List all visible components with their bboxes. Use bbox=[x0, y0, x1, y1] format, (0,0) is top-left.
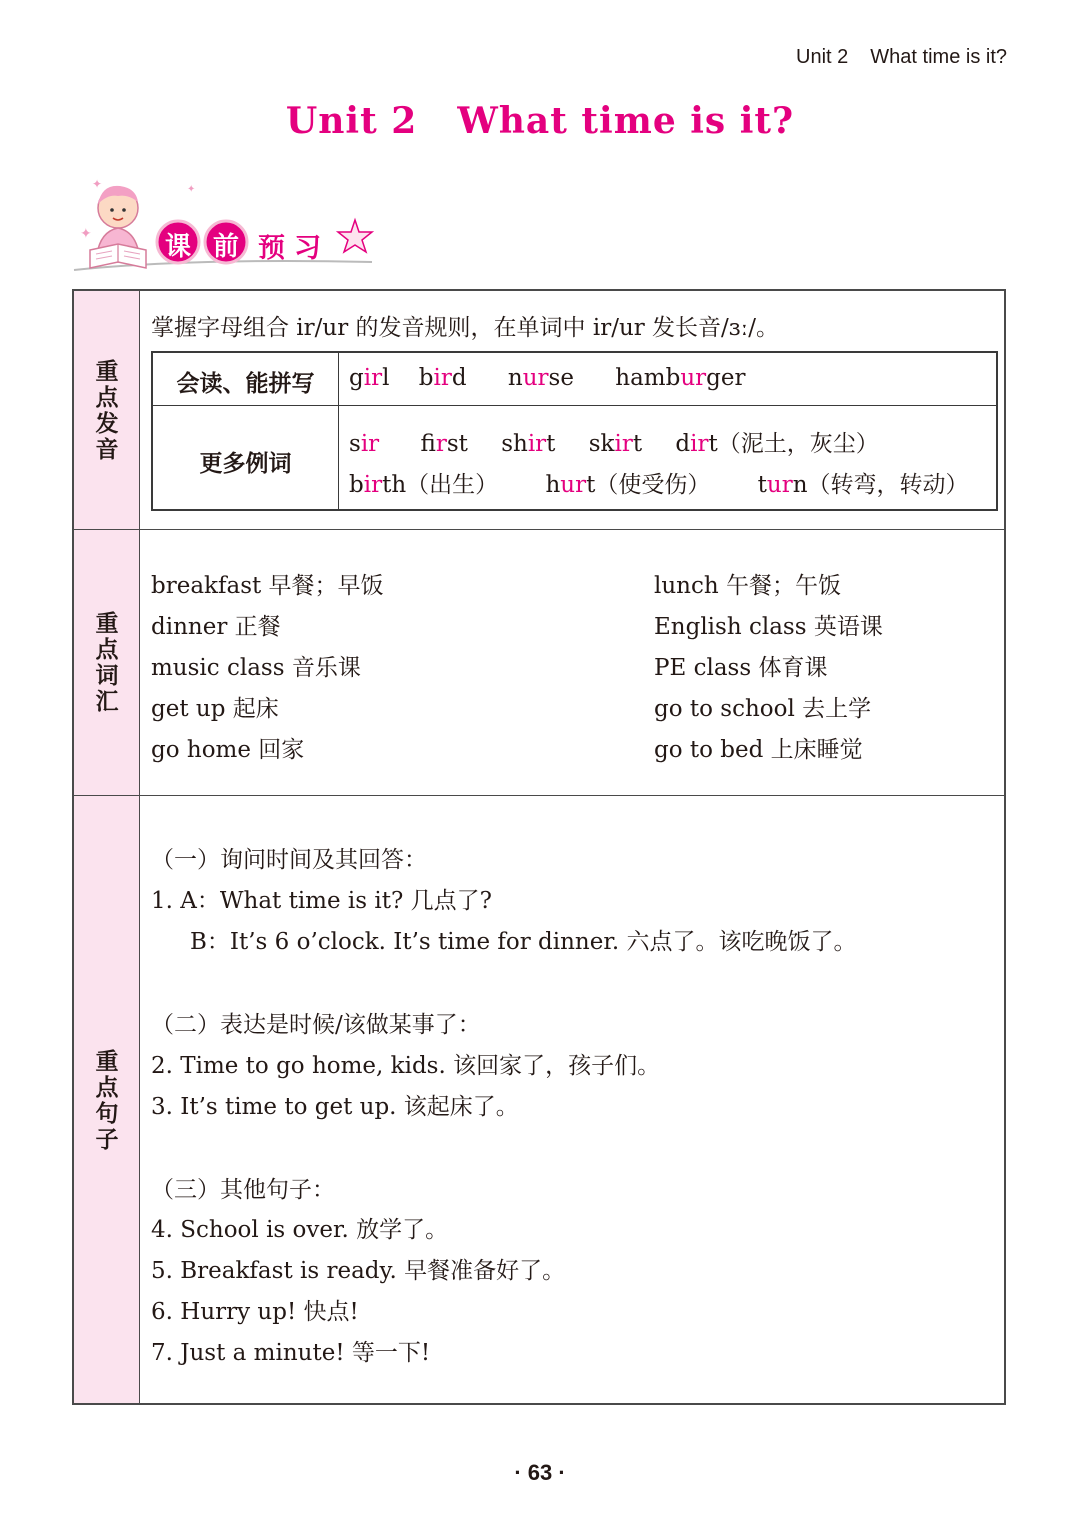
page-title bbox=[0, 100, 1080, 142]
label-char: 点 bbox=[95, 637, 119, 663]
vocab-item: music class 音乐课 bbox=[151, 655, 361, 681]
vocab-item: English class 英语课 bbox=[654, 614, 883, 640]
section-label-sentences bbox=[74, 1049, 140, 1153]
vocab-item: go to school 去上学 bbox=[654, 696, 872, 722]
svg-text:✦: ✦ bbox=[92, 177, 103, 191]
vocab-item: PE class 体育课 bbox=[654, 655, 828, 681]
read-spell-words bbox=[349, 365, 746, 391]
sentence: 6. Hurry up! 快点! bbox=[151, 1299, 359, 1325]
banner-char-3: 预 bbox=[258, 233, 285, 264]
word-turn: turn（转弯，转动） bbox=[757, 472, 969, 498]
word-girl: girl bbox=[349, 365, 390, 391]
sentence: 7. Just a minute! 等一下! bbox=[151, 1340, 431, 1366]
read-spell-label: 会读、能拼写 bbox=[176, 371, 315, 397]
pronunciation-table bbox=[151, 351, 998, 511]
row-divider bbox=[74, 795, 1004, 796]
label-char: 句 bbox=[95, 1101, 119, 1127]
label-char: 点 bbox=[95, 1075, 119, 1101]
svg-text:✦: ✦ bbox=[80, 226, 92, 242]
vocab-item: dinner 正餐 bbox=[151, 614, 281, 640]
sentence: 4. School is over. 放学了。 bbox=[151, 1217, 449, 1243]
section-label-vocabulary bbox=[74, 611, 140, 715]
page-title-text: What time is it? bbox=[457, 100, 795, 142]
label-char: 重 bbox=[95, 611, 119, 637]
word-birth: birth（出生） bbox=[349, 472, 499, 498]
preview-table bbox=[72, 289, 1006, 1405]
word-hamburger: hamburger bbox=[615, 365, 746, 391]
more-examples-line-1 bbox=[349, 425, 879, 458]
label-char: 重 bbox=[95, 1049, 119, 1075]
label-char: 汇 bbox=[95, 689, 119, 715]
word-dirt: dirt（泥土，灰尘） bbox=[675, 431, 879, 457]
vocab-item: get up 起床 bbox=[151, 696, 279, 722]
preview-banner bbox=[72, 170, 382, 280]
vocab-item: lunch 午餐；午饭 bbox=[654, 573, 841, 599]
word-hurt: hurt（使受伤） bbox=[545, 472, 711, 498]
sentence-heading: （一）询问时间及其回答： bbox=[151, 847, 427, 873]
label-char: 音 bbox=[95, 437, 119, 463]
word-first: first bbox=[420, 431, 468, 457]
label-char: 发 bbox=[95, 411, 119, 437]
running-header bbox=[796, 46, 1007, 69]
sentence: 5. Breakfast is ready. 早餐准备好了。 bbox=[151, 1258, 566, 1284]
banner-char-4: 习 bbox=[294, 233, 321, 264]
label-char: 点 bbox=[95, 385, 119, 411]
more-examples-line-2 bbox=[349, 466, 969, 499]
banner-char-1: 课 bbox=[164, 232, 191, 262]
page-number: · 63 · bbox=[514, 1460, 566, 1485]
sentence-heading: （三）其他句子： bbox=[151, 1177, 335, 1203]
label-char: 重 bbox=[95, 359, 119, 385]
word-sir: sir bbox=[349, 431, 380, 457]
sentence: B：It’s 6 o’clock. It’s time for dinner. 六点了。该吃晚饭了。 bbox=[190, 929, 857, 955]
word-shirt: shirt bbox=[501, 431, 556, 457]
reading-boy-illustration bbox=[72, 170, 382, 280]
running-header-title: What time is it? bbox=[870, 46, 1007, 68]
page-title-unit: Unit 2 bbox=[285, 100, 418, 142]
word-bird: bird bbox=[418, 365, 467, 391]
vocab-item: go home 回家 bbox=[151, 737, 305, 763]
sentence: 1. A：What time is it? 几点了? bbox=[151, 888, 492, 914]
vocab-item: breakfast 早餐；早饭 bbox=[151, 573, 384, 599]
section-label-pronunciation bbox=[74, 359, 140, 463]
vocab-item: go to bed 上床睡觉 bbox=[654, 737, 863, 763]
label-char: 词 bbox=[95, 663, 119, 689]
sentence-heading: （二）表达是时候/该做某事了： bbox=[151, 1012, 481, 1038]
sentence: 2. Time to go home, kids. 该回家了，孩子们。 bbox=[151, 1053, 661, 1079]
word-skirt: skirt bbox=[588, 431, 643, 457]
label-char: 子 bbox=[95, 1127, 119, 1153]
svg-text:✦: ✦ bbox=[187, 184, 196, 195]
banner-char-2: 前 bbox=[212, 232, 239, 262]
more-examples-label: 更多例词 bbox=[199, 451, 292, 477]
running-header-unit: Unit 2 bbox=[796, 46, 849, 68]
sentence: 3. It’s time to get up. 该起床了。 bbox=[151, 1094, 519, 1120]
row-divider bbox=[74, 529, 1004, 530]
pronunciation-rule: 掌握字母组合 ir/ur 的发音规则，在单词中 ir/ur 发长音/ɜː/。 bbox=[151, 315, 780, 341]
word-nurse: nurse bbox=[507, 365, 574, 391]
